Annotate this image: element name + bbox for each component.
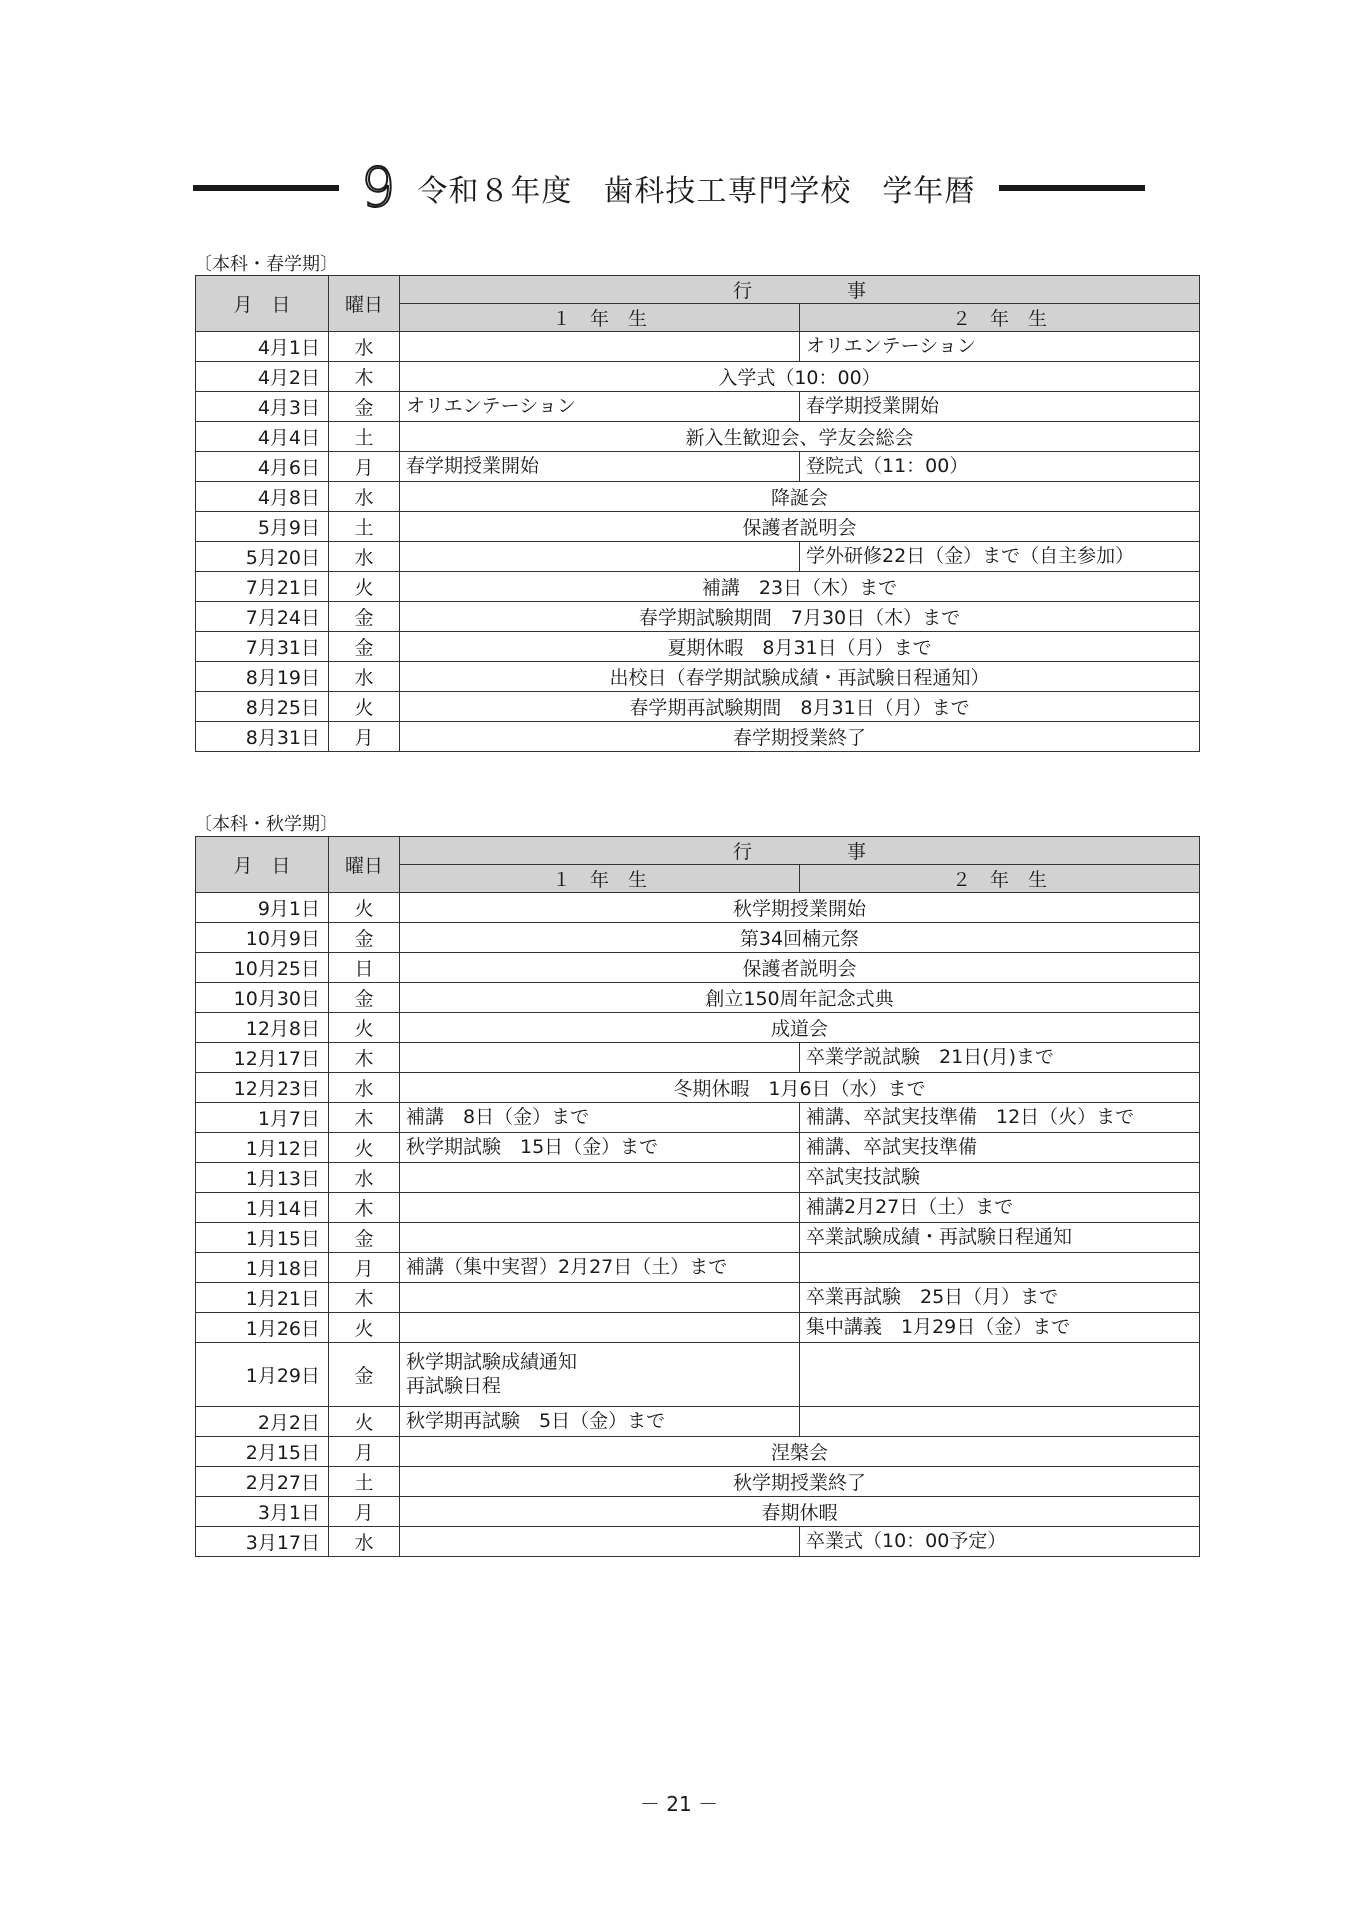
row-weekday: 水 bbox=[329, 662, 400, 692]
table-header-row bbox=[196, 837, 1200, 865]
table-row bbox=[196, 1013, 1200, 1043]
row-weekday: 金 bbox=[329, 632, 400, 662]
table-row bbox=[196, 1437, 1200, 1467]
row-weekday: 土 bbox=[329, 512, 400, 542]
row-event-both-years: 夏期休暇 8月31日（月）まで bbox=[400, 632, 1200, 662]
header-event: 行 事 bbox=[400, 276, 1200, 304]
row-weekday: 木 bbox=[329, 1103, 400, 1133]
row-event-both-years: 春学期再試験期間 8月31日（月）まで bbox=[400, 692, 1200, 722]
row-event-year2: 春学期授業開始 bbox=[800, 392, 1200, 422]
row-event-year2: 補講2月27日（土）まで bbox=[800, 1193, 1200, 1223]
row-event-both-years: 新入生歓迎会、学友会総会 bbox=[400, 422, 1200, 452]
row-event-both-years: 保護者説明会 bbox=[400, 512, 1200, 542]
row-event-year2: 学外研修22日（金）まで（自主参加） bbox=[800, 542, 1200, 572]
row-weekday: 火 bbox=[329, 1313, 400, 1343]
row-weekday: 木 bbox=[329, 1193, 400, 1223]
row-date: 8月25日 bbox=[196, 692, 329, 722]
row-event-both-years: 出校日（春学期試験成績・再試験日程通知） bbox=[400, 662, 1200, 692]
row-event-both-years: 秋学期授業開始 bbox=[400, 893, 1200, 923]
title-rule-left bbox=[193, 185, 339, 191]
row-weekday: 火 bbox=[329, 1013, 400, 1043]
table-row bbox=[196, 1043, 1200, 1073]
spring-section-label: 〔本科・春学期〕 bbox=[194, 254, 338, 275]
table-row bbox=[196, 953, 1200, 983]
table-row bbox=[196, 923, 1200, 953]
row-weekday: 水 bbox=[329, 1163, 400, 1193]
row-event-year2: 卒業再試験 25日（月）まで bbox=[800, 1283, 1200, 1313]
row-weekday: 金 bbox=[329, 983, 400, 1013]
header-dow: 曜日 bbox=[329, 276, 400, 332]
row-date: 2月27日 bbox=[196, 1467, 329, 1497]
table-row bbox=[196, 1223, 1200, 1253]
row-date: 8月19日 bbox=[196, 662, 329, 692]
row-event-both-years: 創立150周年記念式典 bbox=[400, 983, 1200, 1013]
row-event-year1 bbox=[400, 1193, 800, 1223]
row-event-both-years: 春期休暇 bbox=[400, 1497, 1200, 1527]
row-date: 2月15日 bbox=[196, 1437, 329, 1467]
header-dow: 曜日 bbox=[329, 837, 400, 893]
row-date: 7月24日 bbox=[196, 602, 329, 632]
header-year1: １ 年 生 bbox=[400, 304, 800, 332]
table-row bbox=[196, 1343, 1200, 1407]
row-date: 12月17日 bbox=[196, 1043, 329, 1073]
row-event-year1: 秋学期試験成績通知 再試験日程 bbox=[400, 1343, 800, 1407]
table-row bbox=[196, 1497, 1200, 1527]
row-event-year1 bbox=[400, 1223, 800, 1253]
table-row bbox=[196, 632, 1200, 662]
row-weekday: 火 bbox=[329, 1407, 400, 1437]
row-weekday: 火 bbox=[329, 572, 400, 602]
row-event-year1 bbox=[400, 1527, 800, 1557]
row-event-year1: 補講（集中実習）2月27日（土）まで bbox=[400, 1253, 800, 1283]
row-weekday: 金 bbox=[329, 1223, 400, 1253]
row-event-year1 bbox=[400, 1163, 800, 1193]
row-date: 4月4日 bbox=[196, 422, 329, 452]
row-event-year1 bbox=[400, 542, 800, 572]
row-weekday: 水 bbox=[329, 542, 400, 572]
row-date: 10月30日 bbox=[196, 983, 329, 1013]
row-date: 1月18日 bbox=[196, 1253, 329, 1283]
row-weekday: 金 bbox=[329, 923, 400, 953]
table-row bbox=[196, 1163, 1200, 1193]
row-weekday: 月 bbox=[329, 722, 400, 752]
row-weekday: 土 bbox=[329, 1467, 400, 1497]
row-date: 1月14日 bbox=[196, 1193, 329, 1223]
row-date: 2月2日 bbox=[196, 1407, 329, 1437]
spring-calendar-table bbox=[195, 275, 1200, 752]
row-event-both-years: 補講 23日（木）まで bbox=[400, 572, 1200, 602]
row-event-year2 bbox=[800, 1343, 1200, 1407]
page-title-row bbox=[193, 158, 1197, 218]
row-event-year2: 卒業試験成績・再試験日程通知 bbox=[800, 1223, 1200, 1253]
row-date: 5月20日 bbox=[196, 542, 329, 572]
row-event-both-years: 涅槃会 bbox=[400, 1437, 1200, 1467]
title-rule-right bbox=[999, 185, 1145, 191]
table-row bbox=[196, 452, 1200, 482]
table-row bbox=[196, 1283, 1200, 1313]
page-title: 令和８年度 歯科技工専門学校 学年暦 bbox=[417, 174, 976, 209]
table-row bbox=[196, 893, 1200, 923]
table-row bbox=[196, 542, 1200, 572]
row-event-year2: 補講、卒試実技準備 12日（火）まで bbox=[800, 1103, 1200, 1133]
table-row bbox=[196, 1133, 1200, 1163]
header-year2: ２ 年 生 bbox=[800, 865, 1200, 893]
row-date: 1月21日 bbox=[196, 1283, 329, 1313]
row-date: 5月9日 bbox=[196, 512, 329, 542]
table-row bbox=[196, 722, 1200, 752]
row-weekday: 月 bbox=[329, 452, 400, 482]
table-row bbox=[196, 512, 1200, 542]
row-date: 10月9日 bbox=[196, 923, 329, 953]
row-weekday: 木 bbox=[329, 362, 400, 392]
row-event-year1: 補講 8日（金）まで bbox=[400, 1103, 800, 1133]
row-date: 1月13日 bbox=[196, 1163, 329, 1193]
table-header-row bbox=[196, 276, 1200, 304]
row-date: 7月21日 bbox=[196, 572, 329, 602]
row-event-year1 bbox=[400, 1283, 800, 1313]
row-weekday: 月 bbox=[329, 1437, 400, 1467]
row-event-both-years: 第34回楠元祭 bbox=[400, 923, 1200, 953]
row-weekday: 木 bbox=[329, 1043, 400, 1073]
row-weekday: 月 bbox=[329, 1253, 400, 1283]
row-event-year2: 登院式（11：00） bbox=[800, 452, 1200, 482]
row-date: 3月17日 bbox=[196, 1527, 329, 1557]
row-date: 1月12日 bbox=[196, 1133, 329, 1163]
row-date: 12月23日 bbox=[196, 1073, 329, 1103]
row-event-both-years: 入学式（10：00） bbox=[400, 362, 1200, 392]
row-weekday: 金 bbox=[329, 1343, 400, 1407]
row-date: 4月8日 bbox=[196, 482, 329, 512]
row-weekday: 火 bbox=[329, 893, 400, 923]
row-event-both-years: 降誕会 bbox=[400, 482, 1200, 512]
table-row bbox=[196, 1193, 1200, 1223]
row-date: 1月7日 bbox=[196, 1103, 329, 1133]
row-weekday: 木 bbox=[329, 1283, 400, 1313]
row-event-year2: オリエンテーション bbox=[800, 332, 1200, 362]
row-date: 4月1日 bbox=[196, 332, 329, 362]
row-event-year1: 秋学期再試験 5日（金）まで bbox=[400, 1407, 800, 1437]
row-event-year2: 補講、卒試実技準備 bbox=[800, 1133, 1200, 1163]
header-event: 行 事 bbox=[400, 837, 1200, 865]
row-date: 3月1日 bbox=[196, 1497, 329, 1527]
row-weekday: 水 bbox=[329, 1073, 400, 1103]
row-event-year1: 秋学期試験 15日（金）まで bbox=[400, 1133, 800, 1163]
row-event-year1 bbox=[400, 1043, 800, 1073]
table-row bbox=[196, 1467, 1200, 1497]
row-weekday: 火 bbox=[329, 692, 400, 722]
row-event-both-years: 冬期休暇 1月6日（水）まで bbox=[400, 1073, 1200, 1103]
table-row bbox=[196, 602, 1200, 632]
header-year1: １ 年 生 bbox=[400, 865, 800, 893]
header-date: 月 日 bbox=[196, 276, 329, 332]
row-event-both-years: 秋学期授業終了 bbox=[400, 1467, 1200, 1497]
row-date: 10月25日 bbox=[196, 953, 329, 983]
row-date: 9月1日 bbox=[196, 893, 329, 923]
row-event-both-years: 保護者説明会 bbox=[400, 953, 1200, 983]
row-weekday: 火 bbox=[329, 1133, 400, 1163]
table-row bbox=[196, 692, 1200, 722]
table-row bbox=[196, 362, 1200, 392]
table-row bbox=[196, 392, 1200, 422]
row-event-year1 bbox=[400, 1313, 800, 1343]
row-date: 1月15日 bbox=[196, 1223, 329, 1253]
row-date: 12月8日 bbox=[196, 1013, 329, 1043]
row-event-year2: 集中講義 1月29日（金）まで bbox=[800, 1313, 1200, 1343]
table-row bbox=[196, 1253, 1200, 1283]
row-date: 4月3日 bbox=[196, 392, 329, 422]
row-date: 8月31日 bbox=[196, 722, 329, 752]
row-event-year2: 卒試実技試験 bbox=[800, 1163, 1200, 1193]
row-date: 1月29日 bbox=[196, 1343, 329, 1407]
row-date: 1月26日 bbox=[196, 1313, 329, 1343]
table-row bbox=[196, 332, 1200, 362]
autumn-calendar-table bbox=[195, 836, 1200, 1557]
row-event-year1 bbox=[400, 332, 800, 362]
row-weekday: 土 bbox=[329, 422, 400, 452]
table-row bbox=[196, 1527, 1200, 1557]
row-weekday: 水 bbox=[329, 332, 400, 362]
row-weekday: 日 bbox=[329, 953, 400, 983]
row-event-year2 bbox=[800, 1407, 1200, 1437]
table-row bbox=[196, 983, 1200, 1013]
row-event-year1: 春学期授業開始 bbox=[400, 452, 800, 482]
row-weekday: 月 bbox=[329, 1497, 400, 1527]
table-row bbox=[196, 1407, 1200, 1437]
section-number: 9 bbox=[361, 156, 396, 219]
row-weekday: 水 bbox=[329, 482, 400, 512]
table-row bbox=[196, 482, 1200, 512]
row-date: 4月6日 bbox=[196, 452, 329, 482]
autumn-section-label: 〔本科・秋学期〕 bbox=[194, 814, 338, 835]
row-weekday: 金 bbox=[329, 392, 400, 422]
table-row bbox=[196, 1073, 1200, 1103]
row-event-year1: オリエンテーション bbox=[400, 392, 800, 422]
row-weekday: 金 bbox=[329, 602, 400, 632]
row-weekday: 水 bbox=[329, 1527, 400, 1557]
table-row bbox=[196, 1313, 1200, 1343]
row-event-year2 bbox=[800, 1253, 1200, 1283]
table-row bbox=[196, 422, 1200, 452]
row-event-year2: 卒業式（10：00予定） bbox=[800, 1527, 1200, 1557]
row-event-both-years: 成道会 bbox=[400, 1013, 1200, 1043]
row-date: 7月31日 bbox=[196, 632, 329, 662]
table-row bbox=[196, 572, 1200, 602]
row-event-both-years: 春学期試験期間 7月30日（木）まで bbox=[400, 602, 1200, 632]
row-event-year2: 卒業学説試験 21日(月)まで bbox=[800, 1043, 1200, 1073]
header-date: 月 日 bbox=[196, 837, 329, 893]
table-row bbox=[196, 1103, 1200, 1133]
page-number: － 21 － bbox=[639, 1792, 719, 1816]
row-event-both-years: 春学期授業終了 bbox=[400, 722, 1200, 752]
header-year2: ２ 年 生 bbox=[800, 304, 1200, 332]
table-row bbox=[196, 662, 1200, 692]
row-date: 4月2日 bbox=[196, 362, 329, 392]
